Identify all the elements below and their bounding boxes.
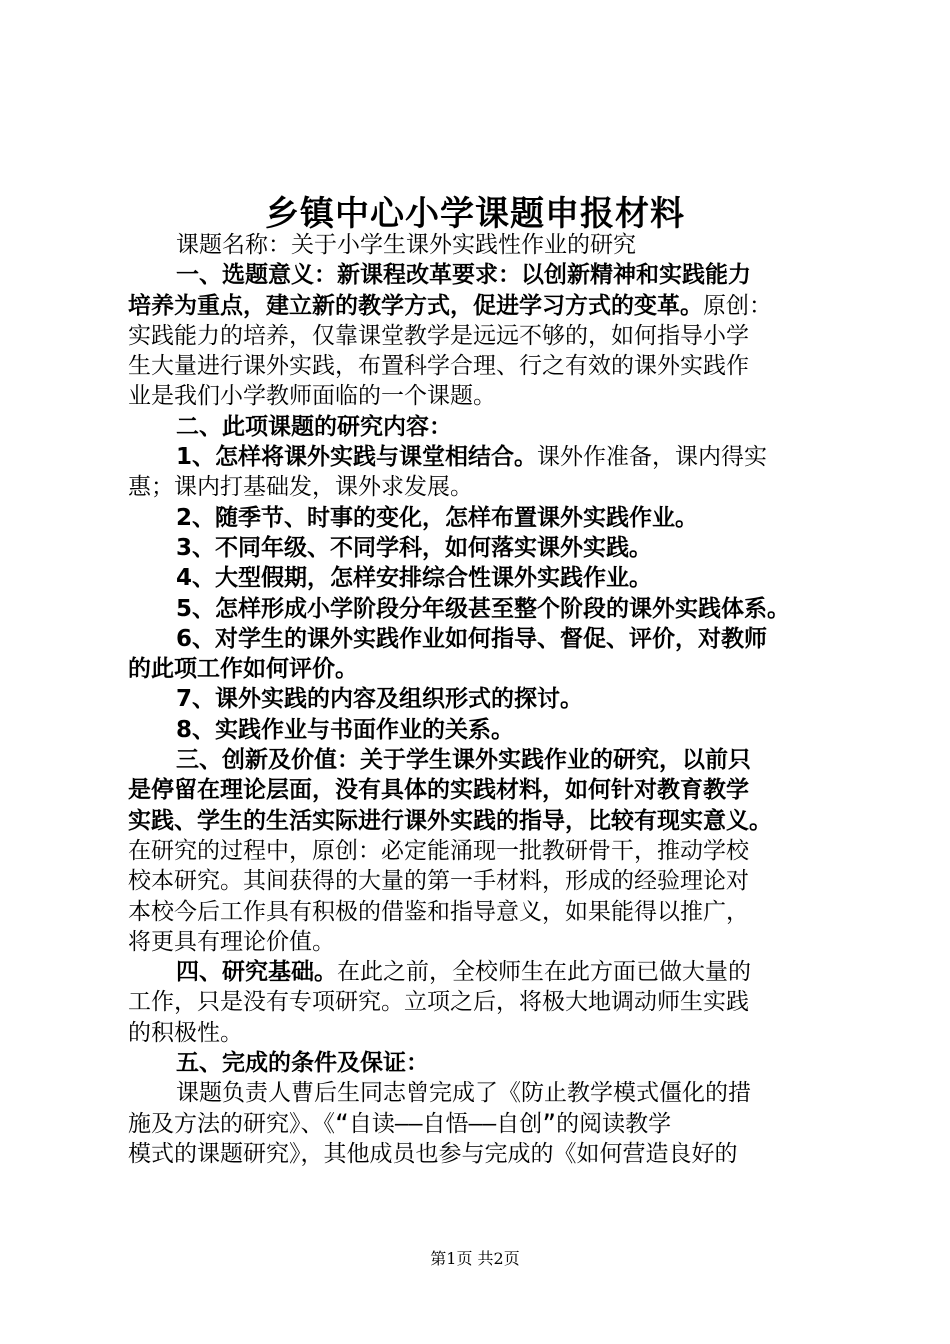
bold-text-segment: 五、完成的条件及保证： bbox=[176, 1050, 429, 1077]
text-line bbox=[128, 563, 830, 593]
text-line bbox=[128, 291, 830, 321]
text-line bbox=[128, 1109, 830, 1139]
text-segment: 将更具有理论价值。 bbox=[128, 928, 335, 955]
text-line bbox=[128, 927, 830, 957]
bold-text-segment: 1、怎样将课外实践与课堂相结合。 bbox=[176, 444, 538, 471]
bold-text-segment: 5、怎样形成小学阶段分年级甚至整个阶段的课外实践体系。 bbox=[176, 595, 791, 622]
bold-text-segment: 培养为重点，建立新的教学方式，促进学习方式的变革。 bbox=[128, 292, 703, 319]
text-segment: 课题负责人曹后生同志曾完成了《防止教学模式僵化的措 bbox=[176, 1080, 751, 1107]
text-segment: 施及方法的研究》、《“自读——自悟——自创”的阅读教学 bbox=[128, 1110, 672, 1137]
bold-text-segment: 四、研究基础。 bbox=[176, 959, 337, 986]
text-segment: 模式的课题研究》，其他成员也参与完成的《如何营造良好的 bbox=[128, 1140, 738, 1167]
bold-text-segment: 8、实践作业与书面作业的关系。 bbox=[176, 716, 515, 743]
bold-text-segment: 6、对学生的课外实践作业如何指导、督促、评价，对教师 bbox=[176, 625, 768, 652]
text-segment: 课外作准备，课内得实 bbox=[537, 444, 768, 471]
text-line bbox=[128, 775, 830, 805]
page-footer: 第1页 共2页 bbox=[430, 1249, 520, 1268]
text-line bbox=[128, 1018, 830, 1048]
text-segment: 工作，只是没有专项研究。立项之后，将极大地调动师生实践 bbox=[128, 989, 749, 1016]
bold-text-segment: 三、创新及价值：关于学生课外实践作业的研究，以前只 bbox=[176, 747, 751, 774]
text-segment: 课题名称：关于小学生课外实践性作业的研究 bbox=[176, 232, 636, 258]
text-line bbox=[128, 684, 830, 714]
text-line bbox=[128, 230, 830, 260]
text-line bbox=[128, 866, 830, 896]
text-line bbox=[128, 412, 830, 442]
text-line bbox=[128, 1139, 830, 1169]
bold-text-segment: 实践、学生的生活实际进行课外实践的指导，比较有现实意义。 bbox=[128, 807, 772, 834]
text-line bbox=[128, 806, 830, 836]
text-line bbox=[128, 897, 830, 927]
text-line bbox=[128, 987, 830, 1017]
bold-text-segment: 是停留在理论层面，没有具体的实践材料，如何针对教育教学 bbox=[128, 777, 749, 804]
text-line bbox=[128, 594, 830, 624]
text-segment: 原创： bbox=[703, 292, 772, 319]
bold-text-segment: 4、大型假期，怎样安排综合性课外实践作业。 bbox=[176, 565, 653, 592]
text-segment: 本校今后工作具有积极的借鉴和指导意义，如果能得以推广， bbox=[128, 898, 749, 925]
text-line bbox=[128, 381, 830, 411]
text-line bbox=[128, 442, 830, 472]
text-segment: 校本研究。其间获得的大量的第一手材料，形成的经验理论对 bbox=[128, 868, 749, 895]
text-line bbox=[128, 1048, 830, 1078]
text-line bbox=[128, 624, 830, 654]
bold-text-segment: 3、不同年级、不同学科，如何落实课外实践。 bbox=[176, 534, 653, 561]
text-line bbox=[128, 260, 830, 290]
text-line bbox=[128, 745, 830, 775]
text-line bbox=[128, 654, 830, 684]
text-line bbox=[128, 715, 830, 745]
bold-text-segment: 的此项工作如何评价。 bbox=[128, 656, 358, 683]
bold-text-segment: 二、此项课题的研究内容： bbox=[176, 413, 452, 440]
text-line bbox=[128, 351, 830, 381]
text-segment: 实践能力的培养，仅靠课堂教学是远远不够的，如何指导小学 bbox=[128, 322, 749, 349]
text-segment: 业是我们小学教师面临的一个课题。 bbox=[128, 383, 496, 410]
text-line bbox=[128, 472, 830, 502]
document-title: 乡镇中心小学课题申报材料 bbox=[265, 194, 685, 234]
document-body bbox=[128, 230, 830, 1169]
text-segment: 在研究的过程中，原创：必定能涌现一批教研骨干，推动学校 bbox=[128, 837, 749, 864]
text-line bbox=[128, 1078, 830, 1108]
text-line bbox=[128, 836, 830, 866]
text-segment: 生大量进行课外实践，布置科学合理、行之有效的课外实践作 bbox=[128, 353, 749, 380]
text-segment: 的积极性。 bbox=[128, 1019, 243, 1046]
text-line bbox=[128, 503, 830, 533]
text-line bbox=[128, 321, 830, 351]
text-line bbox=[128, 957, 830, 987]
bold-text-segment: 7、课外实践的内容及组织形式的探讨。 bbox=[176, 686, 584, 713]
bold-text-segment: 2、随季节、时事的变化，怎样布置课外实践作业。 bbox=[176, 504, 699, 531]
bold-text-segment: 一、选题意义：新课程改革要求：以创新精神和实践能力 bbox=[176, 262, 751, 289]
text-segment: 在此之前，全校师生在此方面已做大量的 bbox=[337, 959, 751, 986]
text-line bbox=[128, 533, 830, 563]
text-segment: 惠；课内打基础发，课外求发展。 bbox=[128, 474, 473, 501]
